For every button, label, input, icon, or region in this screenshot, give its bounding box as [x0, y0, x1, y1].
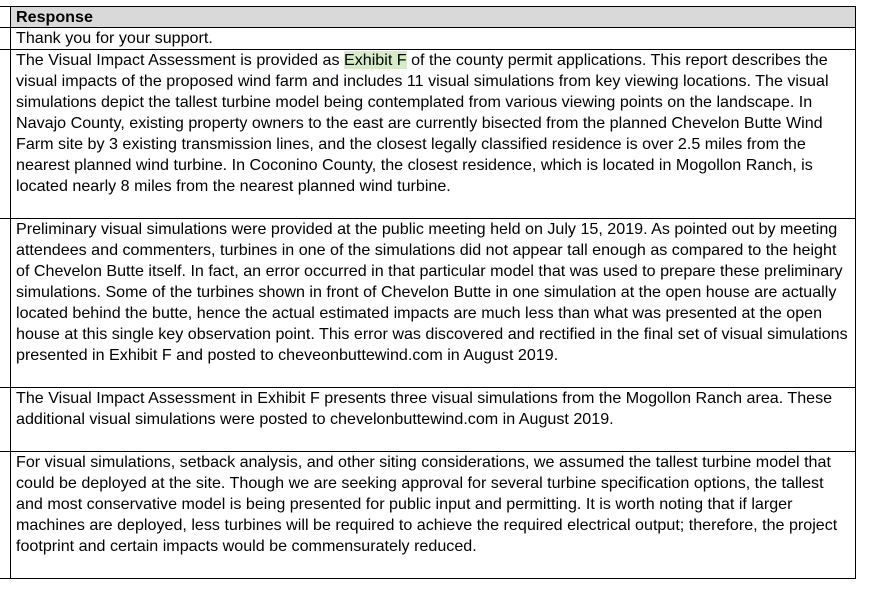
text-segment: of the county permit applications. This report describes the visual impacts of the proposed wind farm and includes 11 visual simulations from key viewing locations. The visual simulations depict the tallest turbine model being contemplated from various viewing points on the landscape. In Navajo County, existing property owners to the east are currently bisected from the planned Chevelon Butte Wind Farm site by 3 existing transmission lines, and the closest legally classified residence is over 2.5 miles from the nearest planned wind turbine. In Coconino County, the closest residence, which is located in Mogollon Ranch, is located nearly 8 miles from the nearest planned wind turbine.	[16, 51, 829, 195]
response-cell	[11, 50, 856, 218]
left-column-cell	[0, 50, 11, 218]
table-row	[0, 219, 856, 388]
left-column-cell	[0, 219, 11, 387]
text-segment: The Visual Impact Assessment is provided as	[16, 51, 344, 69]
left-column-cell	[0, 28, 11, 49]
response-table	[0, 6, 856, 579]
highlighted-exhibit-f: Exhibit F	[344, 51, 407, 69]
table-row	[0, 452, 856, 579]
response-cell: Preliminary visual simulations were provided at the public meeting held on July 15, 2019. As pointed out by meeting attendees and commenters, turbines in one of the simulations did not appear tall enough as compared to the height of Chevelon Butte itself. In fact, an error occurred in that particular model that was used to prepare these preliminary simulations. Some of the turbines shown in front of Chevelon Butte in one simulation at the open house are actually located behind the butte, hence the actual estimated impacts are much less than what was presented at the open house at this single key observation point. This error was discovered and rectified in the final set of visual simulations presented in Exhibit F and posted to cheveonbuttewind.com in August 2019.	[11, 219, 856, 387]
left-column-cell	[0, 452, 11, 578]
table-row	[0, 388, 856, 452]
table-row	[0, 50, 856, 219]
response-cell: The Visual Impact Assessment in Exhibit F presents three visual simulations from the Mogollon Ranch area. These additional visual simulations were posted to chevelonbuttewind.com in August 2019.	[11, 388, 856, 451]
table-header-row	[0, 6, 856, 28]
response-cell: For visual simulations, setback analysis, and other siting considerations, we assumed the tallest turbine model that could be deployed at the site. Though we are seeking approval for several turbine specification options, the tallest and most conservative model is being presented for public input and permitting. It is worth noting that if larger machines are deployed, less turbines will be required to achieve the required electrical output; therefore, the project footprint and certain impacts would be commensurately reduced.	[11, 452, 856, 578]
table-row	[0, 28, 856, 50]
response-cell: Thank you for your support.	[11, 28, 856, 49]
header-response: Response	[11, 7, 856, 27]
left-column-cell	[0, 388, 11, 451]
left-column-cell	[0, 7, 11, 27]
